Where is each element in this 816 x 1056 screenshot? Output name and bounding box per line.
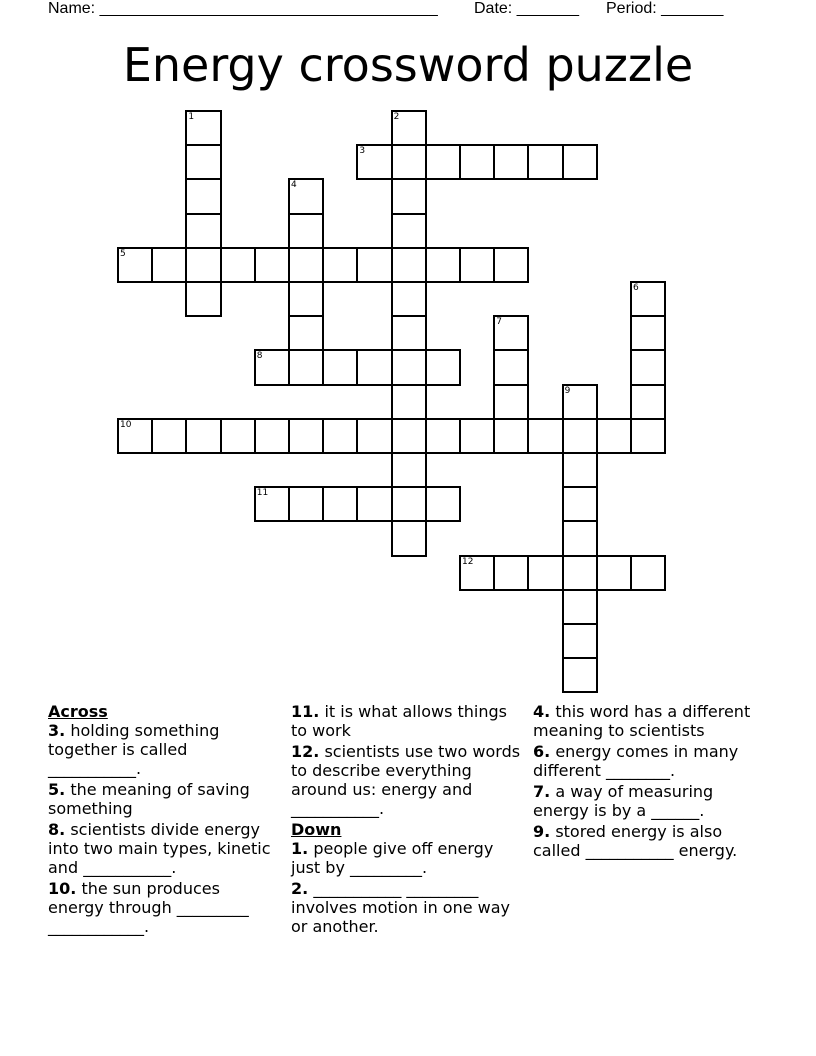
period-field-label: Period: _______ [606, 0, 724, 17]
grid-cell[interactable] [493, 315, 529, 351]
grid-cell[interactable] [425, 247, 461, 283]
down-heading: Down [291, 820, 342, 839]
grid-cell[interactable] [459, 144, 495, 180]
grid-cell[interactable] [288, 281, 324, 317]
clue-number: 7 [496, 317, 502, 328]
clue-number: 12 [462, 556, 474, 567]
clue-across-10: 10. the sun produces energy through _________ ____________. [48, 879, 249, 936]
grid-cell[interactable] [185, 110, 221, 146]
clue-number: 3 [359, 146, 366, 157]
clue-down-4: 4. this word has a different meaning to scientists [533, 702, 751, 740]
clue-number: 2 [393, 112, 400, 122]
grid-cell[interactable] [288, 315, 324, 351]
clue-down-2: 2. ___________ _________ involves motion in one way or another. [291, 879, 511, 936]
grid-cell[interactable] [391, 452, 427, 488]
grid-cell[interactable] [630, 315, 666, 351]
clue-down-9: 9. stored energy is also called ___________ energy. [533, 822, 738, 860]
clue-number: 4 [291, 180, 297, 191]
clue-across-12: 12. scientists use two words to describe everything around us: energy and ___________. [291, 742, 521, 818]
clue-across-11: 11. it is what allows things to work [291, 702, 507, 740]
grid-cell[interactable] [493, 144, 529, 180]
grid-cell[interactable] [391, 247, 427, 283]
grid-cell[interactable] [185, 281, 221, 317]
clue-down-6: 6. energy comes in many different ________. [533, 742, 739, 780]
grid-cell[interactable] [630, 349, 666, 385]
grid-cell[interactable] [185, 247, 221, 283]
grid-cell[interactable] [493, 247, 529, 283]
grid-cell[interactable] [356, 486, 392, 522]
grid-cell[interactable] [459, 418, 495, 454]
grid-cell[interactable] [630, 384, 666, 420]
grid-cell[interactable] [391, 486, 427, 522]
grid-cell[interactable] [425, 486, 461, 522]
grid-cell[interactable] [288, 213, 324, 249]
grid-cell[interactable] [391, 281, 427, 317]
grid-cell[interactable] [562, 486, 598, 522]
grid-cell[interactable] [220, 247, 256, 283]
grid-cell[interactable] [596, 418, 632, 454]
grid-cell[interactable] [391, 418, 427, 454]
grid-cell[interactable] [527, 418, 563, 454]
grid-cell[interactable] [356, 349, 392, 385]
grid-cell[interactable] [391, 349, 427, 385]
grid-cell[interactable] [630, 555, 666, 591]
clue-across-5: 5. the meaning of saving something [48, 780, 250, 818]
clue-number: 1 [188, 112, 195, 122]
grid-cell[interactable] [254, 486, 290, 522]
date-field-label: Date: _______ [474, 0, 579, 17]
grid-cell[interactable] [562, 520, 598, 556]
grid-cell[interactable] [596, 555, 632, 591]
grid-cell[interactable] [391, 144, 427, 180]
grid-cell[interactable] [322, 247, 358, 283]
grid-cell[interactable] [391, 520, 427, 556]
grid-cell[interactable] [493, 349, 529, 385]
grid-cell[interactable] [562, 623, 598, 659]
grid-cell[interactable] [562, 657, 598, 693]
grid-cell[interactable] [151, 418, 187, 454]
grid-cell[interactable] [562, 418, 598, 454]
grid-cell[interactable] [391, 315, 427, 351]
grid-cell[interactable] [185, 213, 221, 249]
grid-cell[interactable] [322, 486, 358, 522]
grid-cell[interactable] [254, 349, 290, 385]
grid-cell[interactable] [288, 349, 324, 385]
name-field-label: Name: ______________________________________ [48, 0, 438, 17]
clue-number: 5 [120, 248, 126, 259]
clue-number: 9 [564, 385, 571, 396]
grid-cell[interactable] [220, 418, 256, 454]
clue-number: 8 [256, 351, 263, 362]
grid-cell[interactable] [185, 178, 221, 214]
grid-cell[interactable] [185, 144, 221, 180]
grid-cell[interactable] [391, 213, 427, 249]
grid-cell[interactable] [630, 281, 666, 317]
grid-cell[interactable] [459, 247, 495, 283]
grid-cell[interactable] [356, 144, 392, 180]
clue-column-2 [291, 702, 523, 938]
grid-cell[interactable] [185, 418, 221, 454]
grid-cell[interactable] [527, 144, 563, 180]
clue-number: 10 [120, 419, 132, 430]
grid-cell[interactable] [562, 452, 598, 488]
grid-cell[interactable] [391, 110, 427, 146]
clue-column-3 [533, 702, 765, 862]
grid-cell[interactable] [527, 555, 563, 591]
grid-cell[interactable] [459, 555, 495, 591]
grid-cell[interactable] [117, 247, 153, 283]
grid-cell[interactable] [391, 178, 427, 214]
clue-down-7: 7. a way of measuring energy is by a ______. [533, 782, 714, 820]
grid-cell[interactable] [562, 144, 598, 180]
grid-cell[interactable] [288, 178, 324, 214]
grid-cell[interactable] [562, 384, 598, 420]
grid-cell[interactable] [254, 418, 290, 454]
clue-across-8: 8. scientists divide energy into two main types, kinetic and ___________. [48, 820, 271, 877]
clue-column-1 [48, 702, 280, 938]
grid-cell[interactable] [425, 418, 461, 454]
grid-cell[interactable] [322, 418, 358, 454]
clue-across-3: 3. holding something together is called ___________. [48, 721, 220, 778]
grid-cell[interactable] [493, 384, 529, 420]
grid-cell[interactable] [288, 486, 324, 522]
grid-cell[interactable] [356, 247, 392, 283]
grid-cell[interactable] [151, 247, 187, 283]
grid-cell[interactable] [288, 247, 324, 283]
clue-down-1: 1. people give off energy just by _________. [291, 839, 494, 877]
across-heading: Across [48, 702, 108, 721]
grid-cell[interactable] [254, 247, 290, 283]
grid-cell[interactable] [493, 555, 529, 591]
grid-cell[interactable] [630, 418, 666, 454]
page-title: Energy crossword puzzle [122, 38, 694, 92]
grid-cell[interactable] [562, 589, 598, 625]
grid-cell[interactable] [493, 418, 529, 454]
grid-cell[interactable] [356, 418, 392, 454]
grid-cell[interactable] [562, 555, 598, 591]
grid-cell[interactable] [322, 349, 358, 385]
clue-number: 11 [256, 488, 269, 499]
grid-cell[interactable] [425, 144, 461, 180]
grid-cell[interactable] [117, 418, 153, 454]
clue-number: 6 [633, 283, 639, 293]
grid-cell[interactable] [288, 418, 324, 454]
grid-cell[interactable] [391, 384, 427, 420]
grid-cell[interactable] [425, 349, 461, 385]
